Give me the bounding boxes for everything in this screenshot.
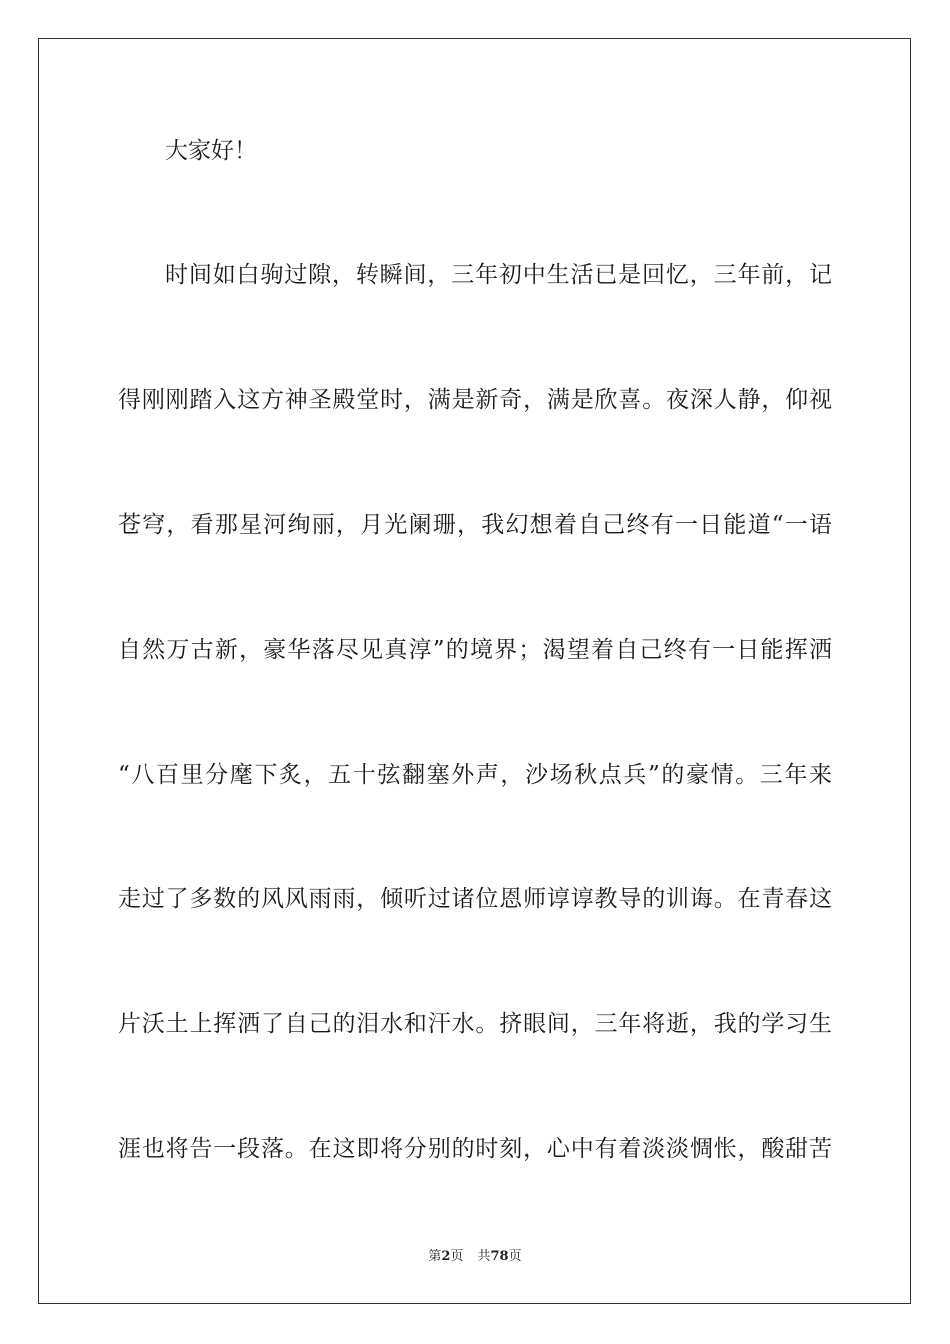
paragraph-line-5: “八百里分麾下炙，五十弦翻塞外声，沙场秋点兵”的豪情。三年来 — [118, 762, 832, 788]
total-prefix: 共 — [477, 1249, 491, 1264]
page-suffix: 页 — [450, 1249, 464, 1264]
paragraph-line-6: 走过了多数的风风雨雨，倾听过诸位恩师谆谆教导的训诲。在青春这 — [118, 886, 832, 912]
page-border — [38, 38, 911, 1304]
greeting-line: 大家好！ — [165, 138, 257, 164]
total-pages-number: 78 — [490, 1249, 509, 1264]
paragraph-line-7: 片沃土上挥洒了自己的泪水和汗水。挤眼间，三年将逝，我的学习生 — [118, 1011, 832, 1037]
paragraph-line-1: 时间如白驹过隙，转瞬间，三年初中生活已是回忆，三年前，记 — [165, 262, 832, 288]
paragraph-line-3: 苍穹，看那星河绚丽，月光阑珊，我幻想着自己终有一日能道“一语 — [118, 512, 832, 538]
paragraph-line-2: 得刚刚踏入这方神圣殿堂时，满是新奇，满是欣喜。夜深人静，仰视 — [118, 387, 832, 413]
paragraph-line-4: 自然万古新，豪华落尽见真淳”的境界；渴望着自己终有一日能挥洒 — [118, 637, 832, 663]
page-prefix: 第 — [428, 1249, 442, 1264]
total-suffix: 页 — [508, 1249, 522, 1264]
paragraph-line-8: 涯也将告一段落。在这即将分别的时刻，心中有着淡淡惆怅，酸甜苦 — [118, 1136, 832, 1162]
page-footer — [0, 1248, 950, 1266]
current-page-number: 2 — [441, 1249, 451, 1264]
